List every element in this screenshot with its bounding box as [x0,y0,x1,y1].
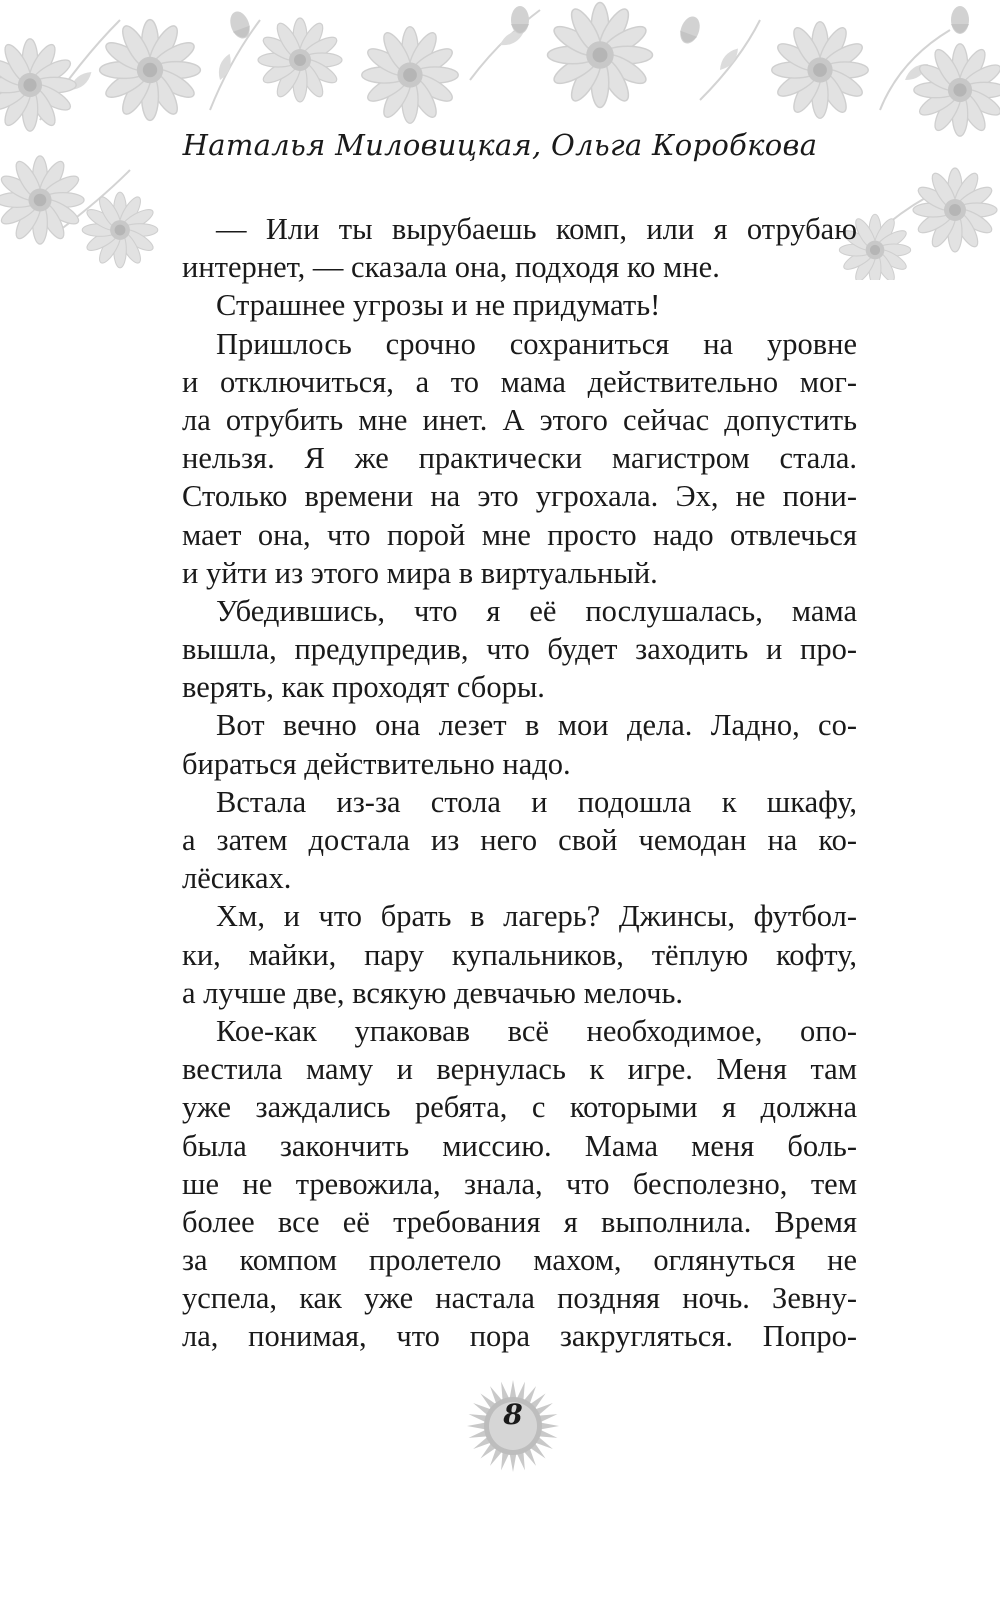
text-line: Вот вечно она лезет в мои дела. Ладно, со- [216,708,857,743]
text-line: бираться действительно надо. [182,746,571,781]
running-head: Наталья Миловицкая, Ольга Коробкова [182,128,818,162]
text-line: вышла, предупредив, что будет заходить и про- [182,632,857,667]
text-line: верять, как проходят сборы. [182,670,545,705]
text-line: — Или ты вырубаешь комп, или я отрубаю [216,212,857,246]
text-line: успела, как уже настала поздняя ночь. Зевну- [182,1281,857,1316]
text-line: вестила маму и вернулась к игре. Меня там [182,1052,857,1087]
text-line: Убедившись, что я её послушалась, мама [216,593,857,628]
text-line: ше не тревожила, знала, что бесполезно, тем [182,1166,857,1201]
text-line: Страшнее угрозы и не придумать! [216,288,661,323]
text-line: и отключиться, а то мама действительно мог- [182,364,857,399]
page-number: 8 [503,1398,523,1431]
text-line: нельзя. Я же практически магистром стала. [182,441,857,476]
text-line: а лучше две, всякую девчачью мелочь. [182,975,683,1010]
text-line: Встала из-за стола и подошла к шкафу, [216,784,857,819]
text-line: лёсиках. [182,861,292,896]
text-line: ла, понимая, что пора закругляться. Попро- [182,1319,857,1354]
text-line: Кое-как упаковав всё необходимое, опо- [216,1013,857,1048]
text-line: Пришлось срочно сохраниться на уровне [216,326,857,361]
text-line: за компом пролетело махом, оглянуться не [182,1243,857,1278]
text-line: ла отрубить мне инет. А этого сейчас допустить [182,402,857,437]
text-line: и уйти из этого мира в виртуальный. [182,555,658,590]
text-line: интернет, — сказала она, подходя ко мне. [182,250,720,285]
text-line: уже заждались ребята, с которыми я должна [182,1090,857,1125]
body-text [182,210,857,1356]
text-line: а затем достала из него свой чемодан на ко- [182,823,857,857]
text-line: мает она, что порой мне просто надо отвлечься [182,517,857,552]
text-line: ки, майки, пару купальников, тёплую кофту, [182,937,857,972]
text-line: была закончить миссию. Мама меня боль- [182,1128,857,1163]
text-line: Столько времени на это угрохала. Эх, не пони- [182,479,857,514]
text-line: более все её требования я выполнила. Время [182,1204,857,1239]
text-line: Хм, и что брать в лагерь? Джинсы, футбол- [216,899,857,934]
